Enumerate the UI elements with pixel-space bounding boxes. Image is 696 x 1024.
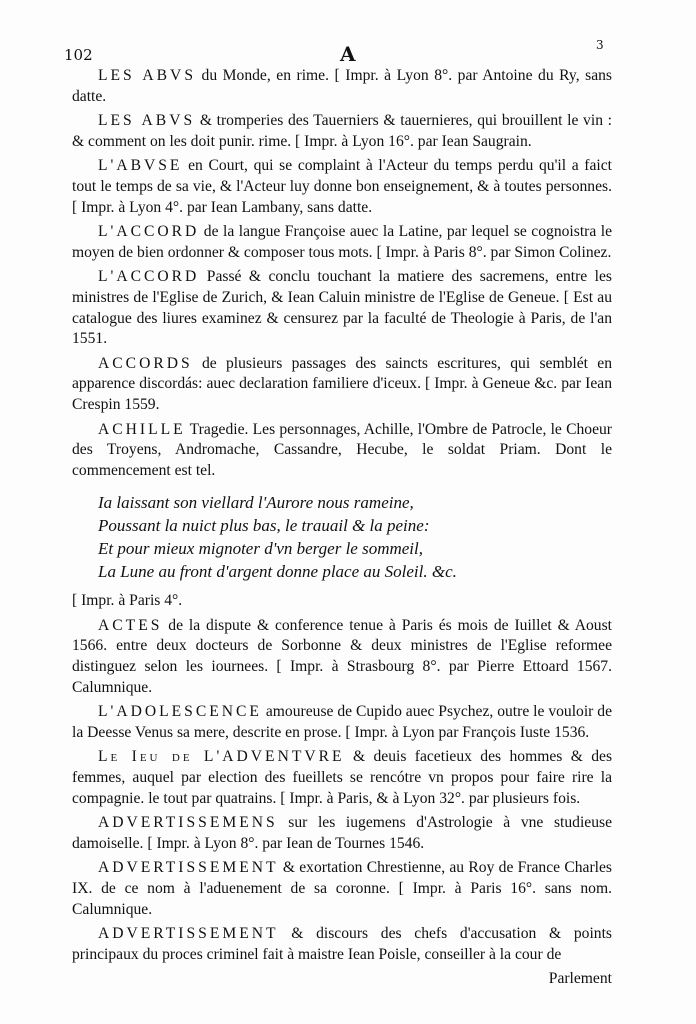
bibliography-entry (72, 111, 612, 152)
bibliography-entry (72, 813, 612, 854)
verse-quote (98, 491, 612, 583)
bibliography-entry (72, 267, 612, 349)
verse-line: Poussant la nuict plus bas, le trauail & la peine: (98, 516, 430, 536)
entry-heading: ACHILLE (98, 420, 186, 438)
entry-heading: Le Ieu de L'ADVENTVRE (98, 748, 345, 766)
bibliography-entry (72, 156, 612, 218)
bibliography-entry (72, 222, 612, 263)
entry-heading: L'ABVSE (98, 157, 183, 175)
entry-heading: L'ADOLESCENCE (98, 703, 262, 721)
page-body (72, 66, 612, 990)
entry-text: Passé & conclu touchant la matiere des sacremens, entre les ministres de l'Eglise de Zurich, & Iean Caluin ministre de l'Eglise de Geneue. [ Est au catalogue des liures examinez & censurez par la faculté de Theologie à Paris, de l'an 1551. (72, 268, 612, 348)
entry-heading: ACCORDS (98, 354, 193, 372)
entry-heading: LES ABVS (98, 112, 196, 130)
verse-line: Ia laissant son viellard l'Aurore nous rameine, (98, 493, 414, 513)
entry-heading: ADVERTISSEMENT (98, 859, 279, 877)
bibliography-entry (72, 354, 612, 416)
bibliography-entry (72, 858, 612, 920)
entry-heading: LES ABVS (98, 67, 196, 84)
corner-mark: 3 (596, 38, 604, 52)
entry-text: & deuis facetieux des hommes & des femmes, auquel par election des fueillets se rencótre vn propos pour faire rire la compagnie. le tout par quatrains. [ Impr. à Paris, & à Lyon 32°. par plusieurs fois. (72, 748, 613, 807)
bibliography-entry (72, 616, 612, 698)
entry-heading: L'ACCORD (98, 223, 200, 241)
verse-line: La Lune au front d'argent donne place au Soleil. &c. (98, 562, 457, 582)
section-letter: A (340, 42, 356, 66)
entry-text: & discours des chefs d'accusation & points principaux du proces criminel fait à maistre Iean Poisle, conseiller à la cour de (72, 925, 612, 963)
entry-text: amoureuse de Cupido auec Psychez, outre le vouloir de la Deesse Venus sa mere, descrite en prose. [ Impr. à Lyon par François Iuste 1536. (72, 703, 612, 741)
bibliography-entry (72, 66, 612, 107)
bibliography-entry (72, 924, 612, 965)
entry-text: du Monde, en rime. [ Impr. à Lyon 8°. par Antoine du Ry, sans datte. (72, 67, 612, 105)
entry-text: sur les iugemens d'Astrologie à vne studieuse damoiselle. [ Impr. à Lyon 8°. par Iean de Tournes 1546. (72, 814, 612, 852)
bibliography-entry (72, 747, 612, 809)
entry-text: de la langue Françoise auec la Latine, par lequel se cognoistra le moyen de bien ordonner & composer tous mots. [ Impr. à Paris 8°. par Simon Colinez. (72, 223, 612, 261)
verse-line: Et pour mieux mignoter d'vn berger le sommeil, (98, 539, 424, 559)
entry-text: en Court, qui se complaint à l'Acteur du temps perdu qu'il a faict tout le temps de sa vie, & l'Acteur luy donne bon enseignement, & à toutes personnes. [ Impr. à Lyon 4°. par Iean Lambany, sans datte. (72, 157, 612, 216)
entry-heading: L'ACCORD (98, 268, 200, 286)
entry-text: & tromperies des Tauerniers & tauernieres, qui brouillent le vin : & comment on les doit punir. rime. [ Impr. à Lyon 16°. par Iean Saugrain. (72, 112, 612, 150)
entry-text: Tragedie. Les personnages, Achille, l'Ombre de Patrocle, le Choeur des Troyens, Andromache, Cassandre, Hecube, le soldat Priam. Dont le commencement est tel. (72, 420, 612, 479)
page-number: 102 (64, 46, 93, 64)
entry-heading: ADVERTISSEMENT (98, 925, 279, 943)
catchword: Parlement (548, 970, 612, 988)
verse-imprint-note: [ Impr. à Paris 4°. (72, 592, 183, 610)
entry-heading: ADVERTISSEMENS (98, 814, 278, 832)
bibliography-entry (72, 702, 612, 743)
entry-heading: ACTES (98, 616, 163, 634)
bibliography-entry (72, 420, 612, 482)
entry-text: & exortation Chrestienne, au Roy de France Charles IX. de ce nom à l'aduenement de sa coronne. [ Impr. à Paris 16°. sans nom. Calumnique. (72, 859, 612, 918)
entry-text: de la dispute & conference tenue à Paris és mois de Iuillet & Aoust 1566. entre deux docteurs de Sorbonne & deux ministres de l'Eglise reformee distinguez selon les iournees. [ Impr. à Strasbourg 8°. par Pierre Ettoard 1567. Calumnique. (72, 616, 612, 696)
entry-text: de plusieurs passages des saincts escritures, qui semblét en apparence discordás: auec declaration familiere d'iceux. [ Impr. à Geneue &c. par Iean Crespin 1559. (72, 354, 612, 413)
